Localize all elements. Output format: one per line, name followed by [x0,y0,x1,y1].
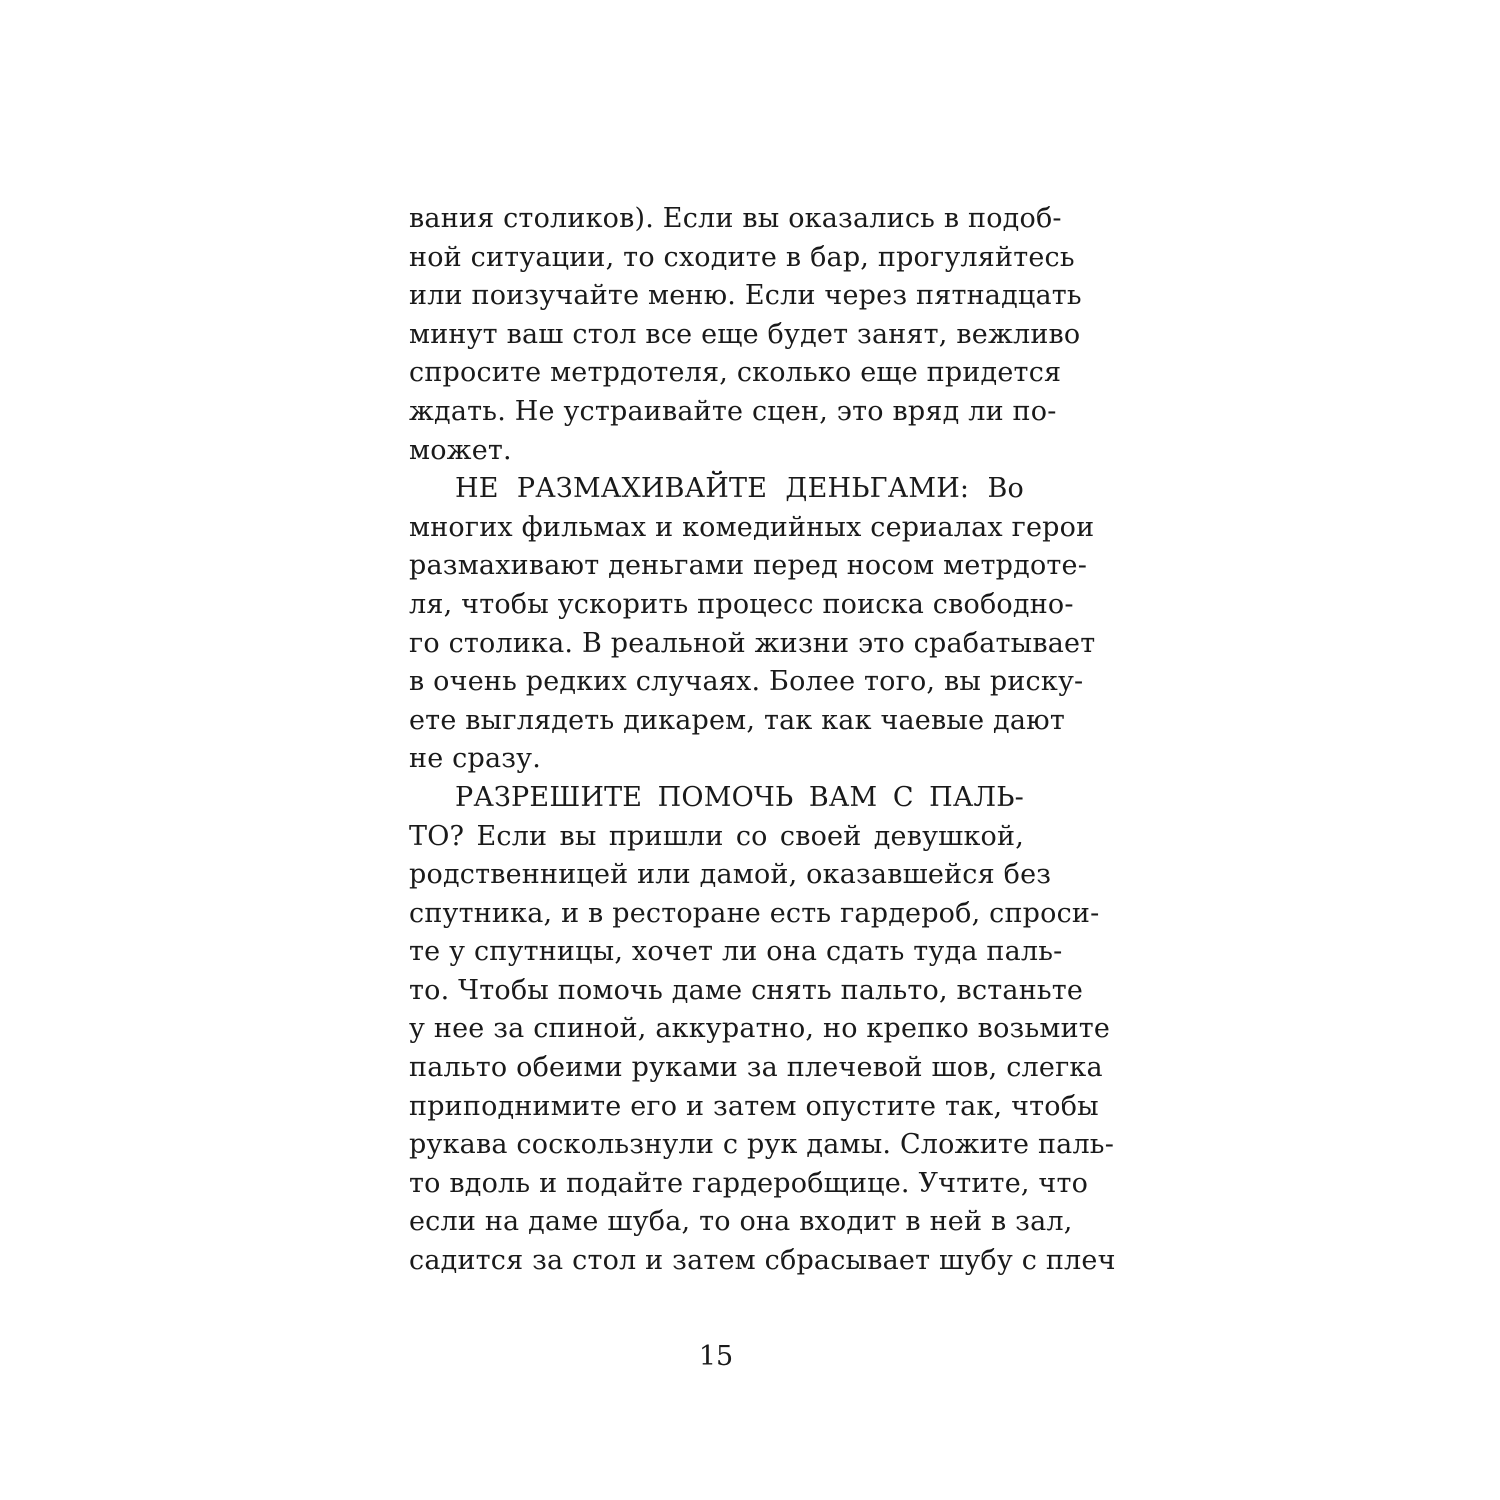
text-line: пальто обеими руками за плечевой шов, слегка [409,1052,1103,1084]
text-line: го столика. В реальной жизни это срабатывает [409,627,1096,659]
text-line: вания столиков). Если вы оказались в подоб- [409,203,1062,234]
text-line: если на даме шуба, то она входит в ней в зал, [409,1206,1073,1238]
text-line: в очень редких случаях. Более того, вы риску- [409,666,1084,698]
text-line: те у спутницы, хочет ли она сдать туда паль- [409,936,1063,968]
text-line: ной ситуации, то сходите в бар, прогуляйтесь [409,241,1075,273]
page-number: 15 [698,1341,734,1372]
text-line: не сразу. [409,743,542,775]
text-line: или поизучайте меню. Если через пятнадцать [409,280,1082,312]
text-line: ете выглядеть дикарем, так как чаевые дают [409,704,1066,736]
text-line: садится за стол и затем сбрасывает шубу с плеч [409,1245,1116,1277]
text-line: минут ваш стол все еще будет занят, вежливо [409,318,1081,350]
text-line: размахивают деньгами перед носом метрдоте- [409,550,1088,582]
text-line: то. Чтобы помочь даме снять пальто, встаньте [409,974,1084,1006]
text-line: ждать. Не устраивайте сцен, это вряд ли по- [409,395,1057,427]
text-line: спросите метрдотеля, сколько еще придется [409,357,1062,389]
page-body [409,200,1116,1281]
text-line: ТО? Если вы пришли со своей девушкой, [409,820,1024,852]
text-line: то вдоль и подайте гардеробщице. Учтите, что [409,1167,1089,1199]
text-line: ля, чтобы ускорить процесс поиска свободно- [409,588,1074,620]
paragraph-heading-money: НЕ РАЗМАХИВАЙТЕ ДЕНЬГАМИ: Во [455,473,1024,505]
text-line: может. [409,434,512,466]
text-line: рукава соскользнули с рук дамы. Сложите паль- [409,1129,1115,1161]
paragraph-heading-coat: РАЗРЕШИТЕ ПОМОЧЬ ВАМ С ПАЛЬ- [455,781,1024,813]
text-line: спутника, и в ресторане есть гардероб, спроси- [409,897,1100,929]
text-line: многих фильмах и комедийных сериалах герои [409,511,1095,543]
text-line: у нее за спиной, аккуратно, но крепко возьмите [409,1013,1111,1045]
text-line: родственницей или дамой, оказавшейся без [409,859,1052,891]
text-line: приподнимите его и затем опустите так, чтобы [409,1090,1099,1122]
